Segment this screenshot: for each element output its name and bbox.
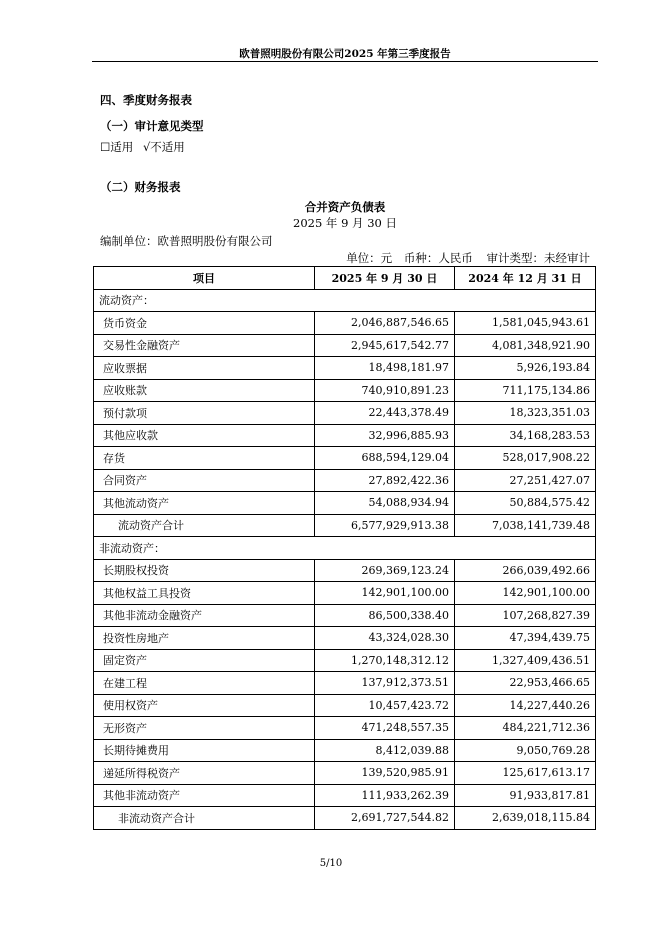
row-label: 其他应收款 — [94, 424, 315, 447]
sheet-date: 2025 年 9 月 30 日 — [293, 216, 397, 230]
current-value: 471,248,557.35 — [315, 717, 455, 740]
row-label: 在建工程 — [94, 672, 315, 695]
row-label: 存货 — [94, 447, 315, 470]
prior-value: 107,268,827.39 — [455, 604, 596, 627]
prior-value: 125,617,613.17 — [455, 762, 596, 785]
row-label: 其他非流动资产 — [94, 784, 315, 807]
row-label: 递延所得税资产 — [94, 762, 315, 785]
current-value: 10,457,423.72 — [315, 694, 455, 717]
subtotal-row — [94, 514, 596, 537]
table-header-row — [94, 267, 596, 290]
prior-value: 1,581,045,943.61 — [455, 312, 596, 335]
row-label: 其他流动资产 — [94, 492, 315, 515]
table-row — [94, 492, 596, 515]
column-header-prior: 2024 年 12 月 31 日 — [455, 267, 596, 290]
balance-sheet-table — [93, 266, 596, 830]
prepared-by: 编制单位：欧普照明股份有限公司 — [100, 234, 273, 248]
current-value: 142,901,100.00 — [315, 582, 455, 605]
row-label: 长期待摊费用 — [94, 739, 315, 762]
column-header-current: 2025 年 9 月 30 日 — [315, 267, 455, 290]
prior-value: 142,901,100.00 — [455, 582, 596, 605]
current-value: 54,088,934.94 — [315, 492, 455, 515]
sheet-title: 合并资产负债表 — [304, 200, 386, 214]
table-row — [94, 627, 596, 650]
current-value: 111,933,262.39 — [315, 784, 455, 807]
audit-opinion-heading: （一）审计意见类型 — [100, 119, 204, 133]
table-row — [94, 582, 596, 605]
row-label: 长期股权投资 — [94, 559, 315, 582]
row-label: 合同资产 — [94, 469, 315, 492]
prior-value: 266,039,492.66 — [455, 559, 596, 582]
table-row — [94, 312, 596, 335]
current-value: 43,324,028.30 — [315, 627, 455, 650]
table-row — [94, 604, 596, 627]
row-label: 流动资产合计 — [94, 514, 315, 537]
current-value: 740,910,891.23 — [315, 379, 455, 402]
section-label: 非流动资产： — [94, 537, 596, 560]
table-row — [94, 717, 596, 740]
table-row — [94, 447, 596, 470]
prior-value: 22,953,466.65 — [455, 672, 596, 695]
prior-value: 484,221,712.36 — [455, 717, 596, 740]
page-number: 5/10 — [319, 858, 343, 869]
prior-value: 528,017,908.22 — [455, 447, 596, 470]
current-value: 27,892,422.36 — [315, 469, 455, 492]
table-row — [94, 694, 596, 717]
prior-value: 50,884,575.42 — [455, 492, 596, 515]
prior-value: 7,038,141,739.48 — [455, 514, 596, 537]
prior-value: 47,394,439.75 — [455, 627, 596, 650]
table-row — [94, 784, 596, 807]
currency-label: 币种：人民币 — [403, 251, 473, 265]
current-value: 8,412,039.88 — [315, 739, 455, 762]
header-rule — [92, 61, 598, 62]
prior-value: 34,168,283.53 — [455, 424, 596, 447]
unit-line — [332, 250, 590, 266]
current-value: 269,369,123.24 — [315, 559, 455, 582]
prior-value: 5,926,193.84 — [455, 357, 596, 380]
section-label: 流动资产： — [94, 289, 596, 312]
prior-value: 91,933,817.81 — [455, 784, 596, 807]
row-label: 无形资产 — [94, 717, 315, 740]
prior-value: 2,639,018,115.84 — [455, 807, 596, 830]
prior-value: 18,323,351.03 — [455, 402, 596, 425]
option-not-applicable: √不适用 — [142, 140, 185, 154]
table-row — [94, 334, 596, 357]
running-header: 欧普照明股份有限公司2025 年第三季度报告 — [239, 48, 451, 60]
prior-value: 9,050,769.28 — [455, 739, 596, 762]
table-row — [94, 424, 596, 447]
table-row — [94, 649, 596, 672]
prior-value: 711,175,134.86 — [455, 379, 596, 402]
table-row — [94, 739, 596, 762]
table-row — [94, 469, 596, 492]
row-label: 其他权益工具投资 — [94, 582, 315, 605]
current-value: 32,996,885.93 — [315, 424, 455, 447]
row-label: 非流动资产合计 — [94, 807, 315, 830]
row-label: 应收票据 — [94, 357, 315, 380]
current-value: 2,046,887,546.65 — [315, 312, 455, 335]
row-label: 货币资金 — [94, 312, 315, 335]
column-header-item: 项目 — [94, 267, 315, 290]
row-label: 投资性房地产 — [94, 627, 315, 650]
row-label: 使用权资产 — [94, 694, 315, 717]
current-value: 139,520,985.91 — [315, 762, 455, 785]
row-label: 交易性金融资产 — [94, 334, 315, 357]
current-value: 137,912,373.51 — [315, 672, 455, 695]
table-row — [94, 379, 596, 402]
table-row — [94, 402, 596, 425]
row-label: 固定资产 — [94, 649, 315, 672]
current-value: 2,945,617,542.77 — [315, 334, 455, 357]
table-row — [94, 559, 596, 582]
subtotal-row — [94, 807, 596, 830]
table-row — [94, 357, 596, 380]
row-label: 其他非流动金融资产 — [94, 604, 315, 627]
current-value: 22,443,378.49 — [315, 402, 455, 425]
table-row — [94, 762, 596, 785]
current-value: 86,500,338.40 — [315, 604, 455, 627]
audit-type-label: 审计类型：未经审计 — [486, 251, 590, 265]
unit-label: 单位：元 — [346, 251, 393, 265]
table-row — [94, 672, 596, 695]
row-label: 应收账款 — [94, 379, 315, 402]
option-applicable: ☐适用 — [100, 140, 134, 154]
current-value: 18,498,181.97 — [315, 357, 455, 380]
statements-heading: （二）财务报表 — [100, 180, 181, 194]
prior-value: 4,081,348,921.90 — [455, 334, 596, 357]
current-value: 688,594,129.04 — [315, 447, 455, 470]
current-value: 2,691,727,544.82 — [315, 807, 455, 830]
row-label: 预付款项 — [94, 402, 315, 425]
current-value: 6,577,929,913.38 — [315, 514, 455, 537]
prior-value: 27,251,427.07 — [455, 469, 596, 492]
prior-value: 1,327,409,436.51 — [455, 649, 596, 672]
section-row — [94, 289, 596, 312]
section-title: 四、季度财务报表 — [100, 93, 192, 107]
current-value: 1,270,148,312.12 — [315, 649, 455, 672]
prior-value: 14,227,440.26 — [455, 694, 596, 717]
audit-options — [100, 139, 185, 155]
section-row — [94, 537, 596, 560]
